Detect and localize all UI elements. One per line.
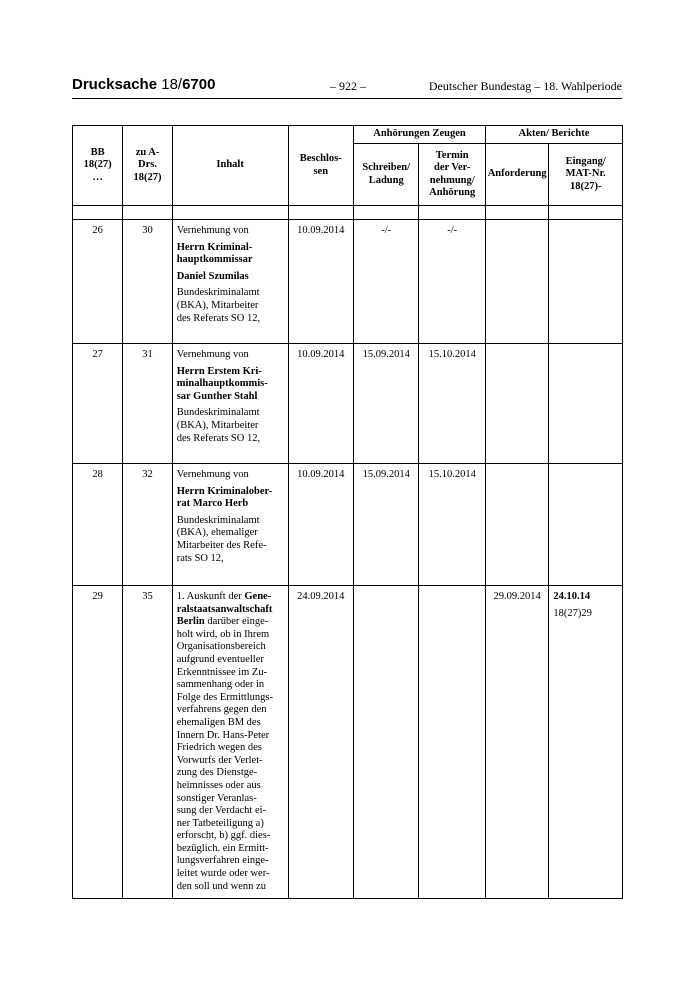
cell-schreiben: -/-	[354, 220, 419, 344]
cell-termin: 15.10.2014	[419, 464, 485, 586]
document-number: Drucksache 18/6700	[72, 76, 216, 93]
cell-anforderung: 29.09.2014	[485, 586, 548, 899]
cell-bb: 29	[73, 586, 123, 899]
cell-inhalt: Vernehmung von Herrn Kriminal- hauptkommissar Daniel Szumilas Bundeskriminalamt (BKA), Mitarbeiter des Referats SO 12,	[172, 220, 288, 344]
table-row	[73, 344, 623, 464]
cell-zu: 35	[123, 586, 172, 899]
cell-anforderung	[485, 344, 548, 464]
cell-termin: -/-	[419, 220, 485, 344]
col-header-anforderung: Anforderung	[485, 144, 548, 206]
cell-zu: 30	[123, 220, 172, 344]
cell-eingang	[549, 464, 623, 586]
cell-schreiben: 15.09.2014	[354, 344, 419, 464]
cell-beschlossen: 10.09.2014	[288, 464, 353, 586]
group-header-akten: Akten/ Berichte	[485, 126, 622, 144]
col-header-bb: BB 18(27) …	[73, 126, 123, 206]
col-header-termin: Termin der Ver- nehmung/ Anhörung	[419, 144, 485, 206]
col-header-schreiben: Schreiben/ Ladung	[354, 144, 419, 206]
cell-beschlossen: 24.09.2014	[288, 586, 353, 899]
cell-eingang	[549, 220, 623, 344]
cell-bb: 28	[73, 464, 123, 586]
col-header-inhalt: Inhalt	[172, 126, 288, 206]
col-header-zu: zu A- Drs. 18(27)	[123, 126, 172, 206]
table-row	[73, 464, 623, 586]
cell-zu: 31	[123, 344, 172, 464]
cell-eingang	[549, 344, 623, 464]
cell-schreiben: 15.09.2014	[354, 464, 419, 586]
cell-inhalt: 1. Auskunft der Gene- ralstaatsanwaltschaft Berlin darüber einge- holt wird, ob in Ihrem Organisationsbereich aufgrund eventueller Erkenntnissee im Zu- sammenhang oder in Folge des Ermittlungs- verfahrens gegen den ehemaligen BM des Innern Dr. Hans-Peter Friedrich wegen des Vorwurfs der Verlet- zung des Dienstge- heimnisses oder aus sonstiger Veranlas- sung der Verdacht ei- ner Tatbeteiligung a) erforscht, b) ggf. dies- bezüglich. ein Ermitt- lungsverfahren einge- leitet wurde oder wer- den soll und wenn zu	[172, 586, 288, 899]
cell-zu: 32	[123, 464, 172, 586]
table-row	[73, 586, 623, 899]
parliament-label: Deutscher Bundestag – 18. Wahlperiode	[428, 79, 622, 93]
cell-eingang: 24.10.14 18(27)29	[549, 586, 623, 899]
evidence-table	[72, 125, 623, 899]
cell-inhalt: Vernehmung von Herrn Erstem Kri- minalhauptkommis- sar Gunther Stahl Bundeskriminalamt (BKA), Mitarbeiter des Referats SO 12,	[172, 344, 288, 464]
cell-beschlossen: 10.09.2014	[288, 344, 353, 464]
cell-bb: 26	[73, 220, 123, 344]
table-row	[73, 220, 623, 344]
cell-anforderung	[485, 220, 548, 344]
spacer-row	[73, 206, 623, 220]
cell-beschlossen: 10.09.2014	[288, 220, 353, 344]
page-number: – 922 –	[330, 79, 366, 93]
cell-termin: 15.10.2014	[419, 344, 485, 464]
cell-bb: 27	[73, 344, 123, 464]
cell-termin	[419, 586, 485, 899]
cell-anforderung	[485, 464, 548, 586]
group-header-zeugen: Anhörungen Zeugen	[354, 126, 486, 144]
cell-schreiben	[354, 586, 419, 899]
cell-inhalt: Vernehmung von Herrn Kriminalober- rat Marco Herb Bundeskriminalamt (BKA), ehemaliger Mitarbeiter des Refe- rats SO 12,	[172, 464, 288, 586]
col-header-beschlossen: Beschlos- sen	[288, 126, 353, 206]
col-header-eingang: Eingang/ MAT-Nr. 18(27)-	[549, 144, 623, 206]
page-header	[72, 74, 622, 99]
